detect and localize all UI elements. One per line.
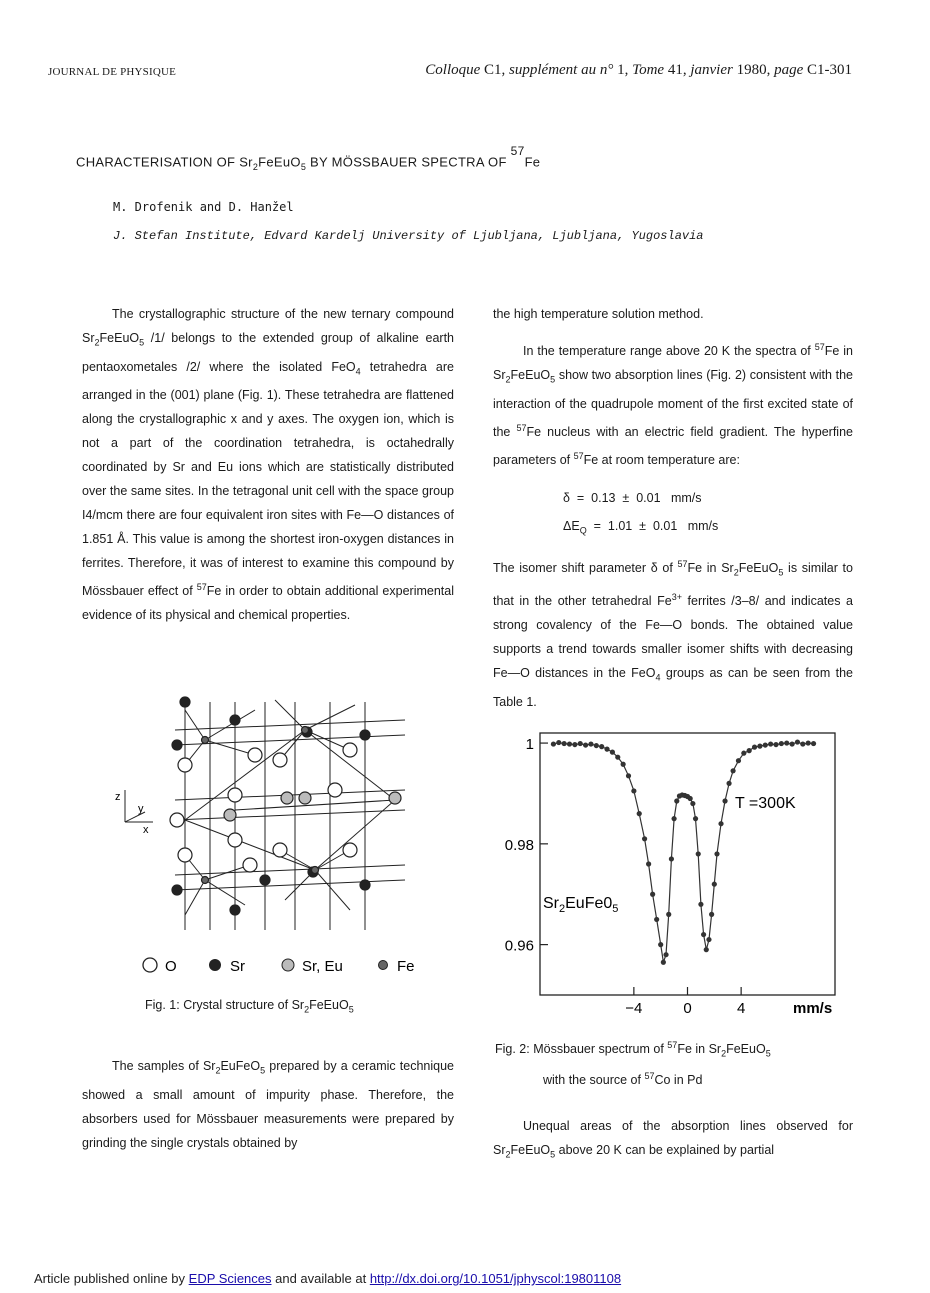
superscript: 57 xyxy=(573,450,584,461)
data-point xyxy=(712,882,717,887)
temperature-annotation: T =300K xyxy=(735,795,796,812)
title-sub2: 5 xyxy=(300,161,307,172)
data-point xyxy=(747,748,752,753)
edp-sciences-link[interactable]: EDP Sciences xyxy=(188,1271,272,1286)
data-point xyxy=(615,755,620,760)
data-point xyxy=(811,741,816,746)
legend-sreu-label: Sr, Eu xyxy=(302,958,343,975)
data-point xyxy=(583,742,588,747)
data-point xyxy=(567,741,572,746)
data-point xyxy=(722,798,727,803)
data-point xyxy=(696,851,701,856)
text-run: Unequal areas of the absorption lines observed for Sr xyxy=(493,1119,853,1157)
data-point xyxy=(621,762,626,767)
data-point xyxy=(663,952,668,957)
data-point xyxy=(626,773,631,778)
figure-1-legend xyxy=(143,958,415,975)
text-run: Fig. 2: Mössbauer spectrum of xyxy=(495,1042,668,1057)
text-run: prepared by a ceramic technique showed a small amount of impurity phase. Therefore, the absorbers used for Mössbauer measurements were prepared by grinding the single crystals obtained by xyxy=(82,1059,454,1150)
paper-title xyxy=(76,144,541,172)
equation-isomer-shift: δ = 0.13 ± 0.01 mm/s xyxy=(563,490,702,505)
data-point xyxy=(757,744,762,749)
subscript: 4 xyxy=(655,672,661,683)
text-run: FeEuO xyxy=(309,998,349,1012)
legend-fe-label: Fe xyxy=(397,958,415,975)
text-run: The crystallographic structure of the new ternary compound Sr xyxy=(82,307,454,345)
axis-y-label: y xyxy=(138,803,144,815)
text-run: FeEuO xyxy=(738,561,779,576)
subscript: 5 xyxy=(778,568,784,579)
data-point xyxy=(588,741,593,746)
citation-colloque-num: C1, xyxy=(480,62,510,78)
text-run: FeEuO xyxy=(726,1042,766,1057)
data-point xyxy=(698,902,703,907)
legend-fe-icon xyxy=(379,961,388,970)
subscript: 2 xyxy=(215,1065,221,1076)
legend-o-icon xyxy=(143,958,157,972)
data-point xyxy=(690,801,695,806)
data-point xyxy=(795,739,800,744)
subscript: 2 xyxy=(505,1149,511,1160)
left-paragraph-1 xyxy=(82,302,454,627)
superscript: 57 xyxy=(667,1040,678,1050)
data-point xyxy=(701,932,706,937)
superscript: 57 xyxy=(814,342,825,352)
compound-annotation: $Sr_2EuFe0_5$ xyxy=(543,895,619,915)
data-point xyxy=(752,745,757,750)
y-tick-label: 0.96 xyxy=(504,937,534,955)
data-point xyxy=(604,747,609,752)
text-run: Fig. 1: Crystal structure of Sr xyxy=(145,998,305,1012)
text-run: Fe in Sr xyxy=(493,344,853,383)
data-point xyxy=(718,821,723,826)
text-run: FeEuO xyxy=(510,368,551,383)
text-run: with the source of xyxy=(543,1072,645,1087)
text-run: /1/ belongs to the extended group of alkaline earth pentaoxometales /2/ where the isolated FeO xyxy=(82,331,454,374)
superscript: 57 xyxy=(516,422,527,433)
citation-supplement: supplément au n° xyxy=(509,62,614,78)
x-tick-label: 0 xyxy=(683,1000,692,1017)
data-point xyxy=(637,811,642,816)
data-point xyxy=(642,836,647,841)
data-point xyxy=(768,741,773,746)
data-point xyxy=(726,781,731,786)
x-axis-unit-label: mm/s xyxy=(793,1000,833,1017)
subscript: 5 xyxy=(348,1004,354,1015)
superscript: 57 xyxy=(677,559,688,570)
data-point xyxy=(763,742,768,747)
text-run: groups as can be seen from the Table 1. xyxy=(493,666,853,709)
data-point xyxy=(674,798,679,803)
superscript: 57 xyxy=(196,582,207,592)
legend-sr-label: Sr xyxy=(230,958,245,975)
footer-text: Article published online by xyxy=(34,1271,189,1286)
text-run: Fe at room temperature are: xyxy=(583,452,740,467)
subscript: 2 xyxy=(505,374,511,385)
left-column-lower xyxy=(82,1054,454,1155)
data-point xyxy=(688,796,693,801)
data-point xyxy=(671,816,676,821)
title-sub1: 2 xyxy=(252,161,259,172)
data-point xyxy=(654,917,659,922)
data-point xyxy=(773,742,778,747)
right-column xyxy=(493,302,853,714)
data-point xyxy=(556,740,561,745)
data-point xyxy=(661,960,666,965)
atoms xyxy=(170,697,401,915)
data-point xyxy=(704,947,709,952)
citation-supp-num: 1, xyxy=(613,62,633,78)
axis-x-label: x xyxy=(143,824,149,836)
right-paragraph-3 xyxy=(493,1114,853,1167)
subscript: Q xyxy=(579,525,587,536)
authors: M. Drofenik and D. Hanžel xyxy=(113,200,294,214)
data-point xyxy=(669,856,674,861)
legend-o-label: O xyxy=(165,958,177,975)
figure-2-mossbauer-spectrum xyxy=(495,728,855,1028)
axis-z-label: z xyxy=(115,791,121,803)
affiliation: J. Stefan Institute, Edvard Kardelj University of Ljubljana, Ljubljana, Yugoslavia xyxy=(113,229,704,243)
text-run: ferrites /3–8/ and indicates a strong covalency of the Fe—O bonds. The obtained value supports a trend towards smaller isomer shifts with decreasing Fe—O distances in the FeO xyxy=(493,594,853,681)
figure-2-caption xyxy=(495,1034,771,1091)
text-run: Fe in Sr xyxy=(677,1042,722,1057)
text-run: Fe in order to obtain additional experimental evidence of its physical and chemical properties. xyxy=(82,584,454,623)
subscript: 5 xyxy=(550,1149,556,1160)
figure-1-crystal-structure xyxy=(105,690,425,980)
citation-page-num: C1-301 xyxy=(803,62,852,78)
title-part2: FeEuO xyxy=(258,154,301,170)
text-run: show two absorption lines (Fig. 2) consistent with the interaction of the quadrupole moment of the first excited state of the xyxy=(493,368,853,439)
left-paragraph-2 xyxy=(82,1054,454,1155)
text-run: The isomer shift parameter δ of xyxy=(493,561,678,576)
right-paragraph-1 xyxy=(493,335,853,472)
equation-quadrupole xyxy=(493,514,853,543)
data-point xyxy=(578,741,583,746)
data-point xyxy=(706,937,711,942)
data-point xyxy=(736,758,741,763)
legend-sr-icon xyxy=(209,959,221,971)
y-tick-label: 0.98 xyxy=(504,836,534,854)
subscript: 4 xyxy=(355,366,361,376)
data-point xyxy=(562,741,567,746)
text-run: ΔE xyxy=(563,518,580,533)
data-point xyxy=(784,740,789,745)
text-run: Co in Pd xyxy=(654,1072,703,1087)
text-run: In the temperature range above 20 K the spectra of xyxy=(523,344,815,359)
legend-sreu-icon xyxy=(282,959,294,971)
journal-name: JOURNAL DE PHYSIQUE xyxy=(48,66,177,78)
fit-line xyxy=(553,742,813,962)
citation-tome-num: 41, xyxy=(664,62,691,78)
text-run: = 1.01 ± 0.01 mm/s xyxy=(586,518,719,533)
right-column-lower xyxy=(493,1114,853,1167)
data-point xyxy=(646,861,651,866)
figure-1-caption xyxy=(145,998,354,1015)
superscript: 3+ xyxy=(671,592,682,603)
text-run: FeEuO xyxy=(510,1143,551,1157)
data-point xyxy=(666,912,671,917)
citation-year: 1980, xyxy=(732,62,775,78)
text-run: EuFeO xyxy=(220,1059,261,1073)
right-paragraph-0: the high temperature solution method. xyxy=(493,307,704,321)
data-point xyxy=(572,742,577,747)
superscript: 57 xyxy=(644,1070,655,1081)
data-point xyxy=(730,768,735,773)
citation-month: janvier xyxy=(690,62,733,78)
data-point xyxy=(658,942,663,947)
left-column xyxy=(82,302,454,627)
title-part4: Fe xyxy=(524,154,541,170)
doi-link[interactable]: http://dx.doi.org/10.1051/jphyscol:19801108 xyxy=(369,1271,622,1286)
right-paragraph-2 xyxy=(493,552,853,713)
subscript: 5 xyxy=(550,374,556,385)
citation-colloque: Colloque xyxy=(425,62,481,78)
title-part3: BY MÖSSBAUER SPECTRA OF xyxy=(306,154,511,170)
text-run: is similar to that in the other tetrahedral Fe xyxy=(493,561,853,609)
subscript: 5 xyxy=(139,337,145,348)
x-tick-label: 4 xyxy=(736,1000,746,1017)
data-point xyxy=(599,744,604,749)
data-point xyxy=(709,912,714,917)
subscript: 5 xyxy=(765,1048,771,1059)
y-tick-label: 1 xyxy=(525,736,534,754)
subscript: 2 xyxy=(304,1004,310,1015)
title-part1: CHARACTERISATION OF Sr xyxy=(76,154,253,170)
citation-page-word: page xyxy=(774,62,804,78)
data-point xyxy=(741,751,746,756)
data-point xyxy=(789,741,794,746)
data-point xyxy=(800,741,805,746)
data-point xyxy=(551,741,556,746)
text-run: Fe nucleus with an electric field gradient. The hyperfine parameters of xyxy=(493,424,853,467)
text-run: Fe in Sr xyxy=(687,561,734,576)
text-run: FeEuO xyxy=(99,331,140,345)
data-points xyxy=(551,739,816,964)
text-run: tetrahedra are arranged in the (001) plane (Fig. 1). These tetrahedra are flattened along the crystallographic x and y axes. The oxygen ion, which is not a part of the coordination tetrahedra, is octahedrally coordinated by Sr and Eu ions which are statistically distributed over the same sites. In the tetragonal unit cell with the space group I4/mcm there are four equivalent iron sites with Fe—O distances of 1.851 Å. This value is among the shortest iron-oxygen distances in ferrites. Therefore, it was of interest to examine this compound by Mössbauer effect of xyxy=(82,359,454,599)
y-ticks xyxy=(505,736,548,955)
citation-line xyxy=(425,62,852,79)
data-point xyxy=(806,740,811,745)
data-point xyxy=(650,892,655,897)
data-point xyxy=(714,851,719,856)
data-point xyxy=(594,743,599,748)
x-ticks xyxy=(625,987,745,1017)
title-sup: 57 xyxy=(510,144,525,158)
subscript: 2 xyxy=(721,1048,727,1059)
footer-text: and available at xyxy=(271,1271,370,1286)
subscript: 2 xyxy=(94,337,100,348)
subscript: 2 xyxy=(733,568,739,579)
text-run: The samples of Sr xyxy=(112,1059,216,1073)
subscript: 5 xyxy=(260,1065,266,1076)
x-tick-label: −4 xyxy=(625,1000,643,1017)
plot-frame xyxy=(540,733,835,995)
data-point xyxy=(610,750,615,755)
citation-tome: Tome xyxy=(632,62,665,78)
data-point xyxy=(631,788,636,793)
data-point xyxy=(693,816,698,821)
data-point xyxy=(779,741,784,746)
footer xyxy=(34,1271,621,1286)
text-run: above 20 K can be explained by partial xyxy=(555,1143,775,1157)
